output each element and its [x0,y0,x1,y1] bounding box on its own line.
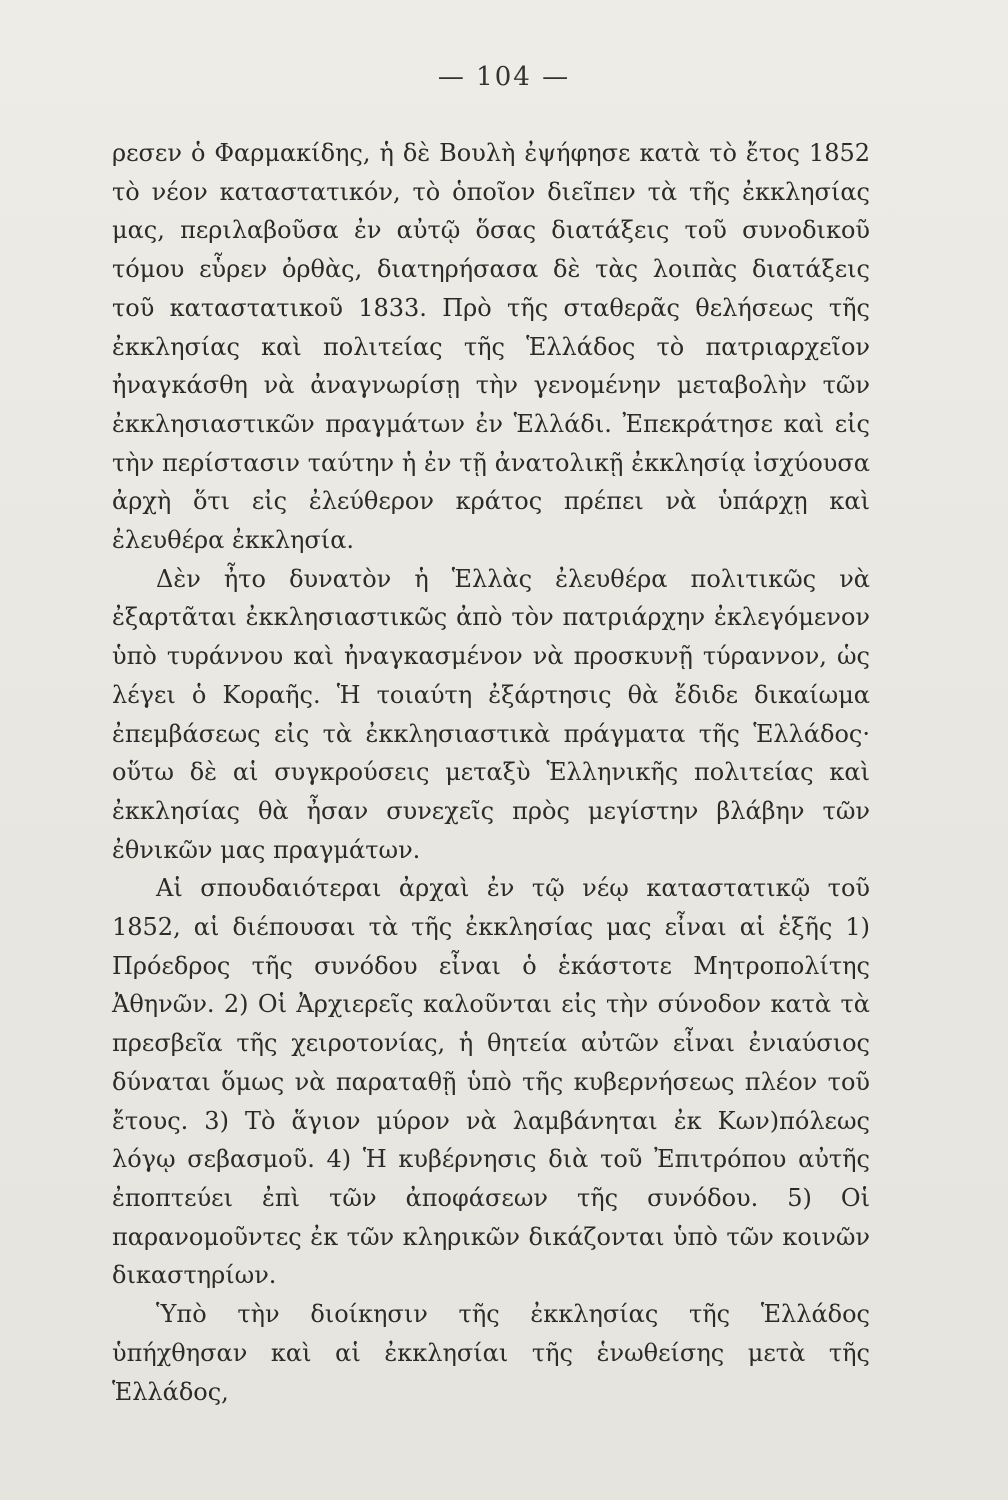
page-number: — 104 — [437,62,571,92]
paragraph-2: Δὲν ἦτο δυνατὸν ἡ Ἑλλὰς ἐλευθέρα πολιτικῶς νὰ ἐξαρτᾶται ἐκκλησιαστικῶς ἀπὸ τὸν πατριάρχην ἐκλεγόμενον ὑπὸ τυράννου καὶ ἠναγκασμένον νὰ προσκυνῇ τύραννον, ὡς λέγει ὁ Κοραῆς. Ἡ τοιαύτη ἐξάρτησις θὰ ἔδιδε δικαίωμα ἐπεμβάσεως εἰς τὰ ἐκκλησιαστικὰ πράγματα τῆς Ἑλλάδος· οὕτω δὲ αἱ συγκρούσεις μεταξὺ Ἑλληνικῆς πολιτείας καὶ ἐκκλησίας θὰ ἦσαν συνεχεῖς πρὸς μεγίστην βλάβην τῶν ἐθνικῶν μας πραγμάτων. [112,564,870,864]
paragraph-3: Αἱ σπουδαιότεραι ἀρχαὶ ἐν τῷ νέῳ καταστατικῷ τοῦ 1852, αἱ διέπουσαι τὰ τῆς ἐκκλησίας μας εἶναι αἱ ἑξῆς 1) Πρόεδρος τῆς συνόδου εἶναι ὁ ἑκάστοτε Μητροπολίτης Ἀθηνῶν. 2) Οἱ Ἀρχιερεῖς καλοῦνται εἰς τὴν σύνοδον κατὰ τὰ πρεσβεῖα τῆς χειροτονίας, ἡ θητεία αὐτῶν εἶναι ἐνιαύσιος δύναται ὅμως νὰ παραταθῇ ὑπὸ τῆς κυβερνήσεως πλέον τοῦ ἔτους. 3) Τὸ ἅγιον μύρον νὰ λαμβάνηται ἐκ Κων)πόλεως λόγῳ σεβασμοῦ. 4) Ἡ κυβέρνησις διὰ τοῦ Ἐπιτρόπου αὐτῆς ἐποπτεύει ἐπὶ τῶν ἀποφάσεων τῆς συνόδου. 5) Οἱ παρανομοῦντες ἐκ τῶν κληρικῶν δικάζονται ὑπὸ τῶν κοινῶν δικαστηρίων. [112,874,870,1290]
body-text [112,134,870,1411]
paragraph-1: ρεσεν ὁ Φαρμακίδης, ἡ δὲ Βουλὴ ἐψήφησε κατὰ τὸ ἔτος 1852 τὸ νέον καταστατικόν, τὸ ὁποῖον διεῖπεν τὰ τῆς ἐκκλησίας μας, περιλαβοῦσα ἐν αὐτῷ ὅσας διατάξεις τοῦ συνοδικοῦ τόμου εὗρεν ὀρθὰς, διατηρήσασα δὲ τὰς λοιπὰς διατάξεις τοῦ καταστατικοῦ 1833. Πρὸ τῆς σταθερᾶς θελήσεως τῆς ἐκκλησίας καὶ πολιτείας τῆς Ἑλλάδος τὸ πατριαρχεῖον ἠναγκάσθη νὰ ἀναγνωρίσῃ τὴν γενομένην μεταβολὴν τῶν ἐκκλησιαστικῶν πραγμάτων ἐν Ἑλλάδι. Ἐπεκράτησε καὶ εἰς τὴν περίστασιν ταύτην ἡ ἐν τῇ ἀνατολικῇ ἐκκλησίᾳ ἰσχύουσα ἀρχὴ ὅτι εἰς ἐλεύθερον κράτος πρέπει νὰ ὑπάρχῃ καὶ ἐλευθέρα ἐκκλησία. [112,139,870,555]
paragraph-4: Ὑπὸ τὴν διοίκησιν τῆς ἐκκλησίας τῆς Ἑλλάδος ὑπήχθησαν καὶ αἱ ἐκκλησίαι τῆς ἑνωθείσης μετὰ τῆς Ἑλλάδος, [112,1300,870,1406]
